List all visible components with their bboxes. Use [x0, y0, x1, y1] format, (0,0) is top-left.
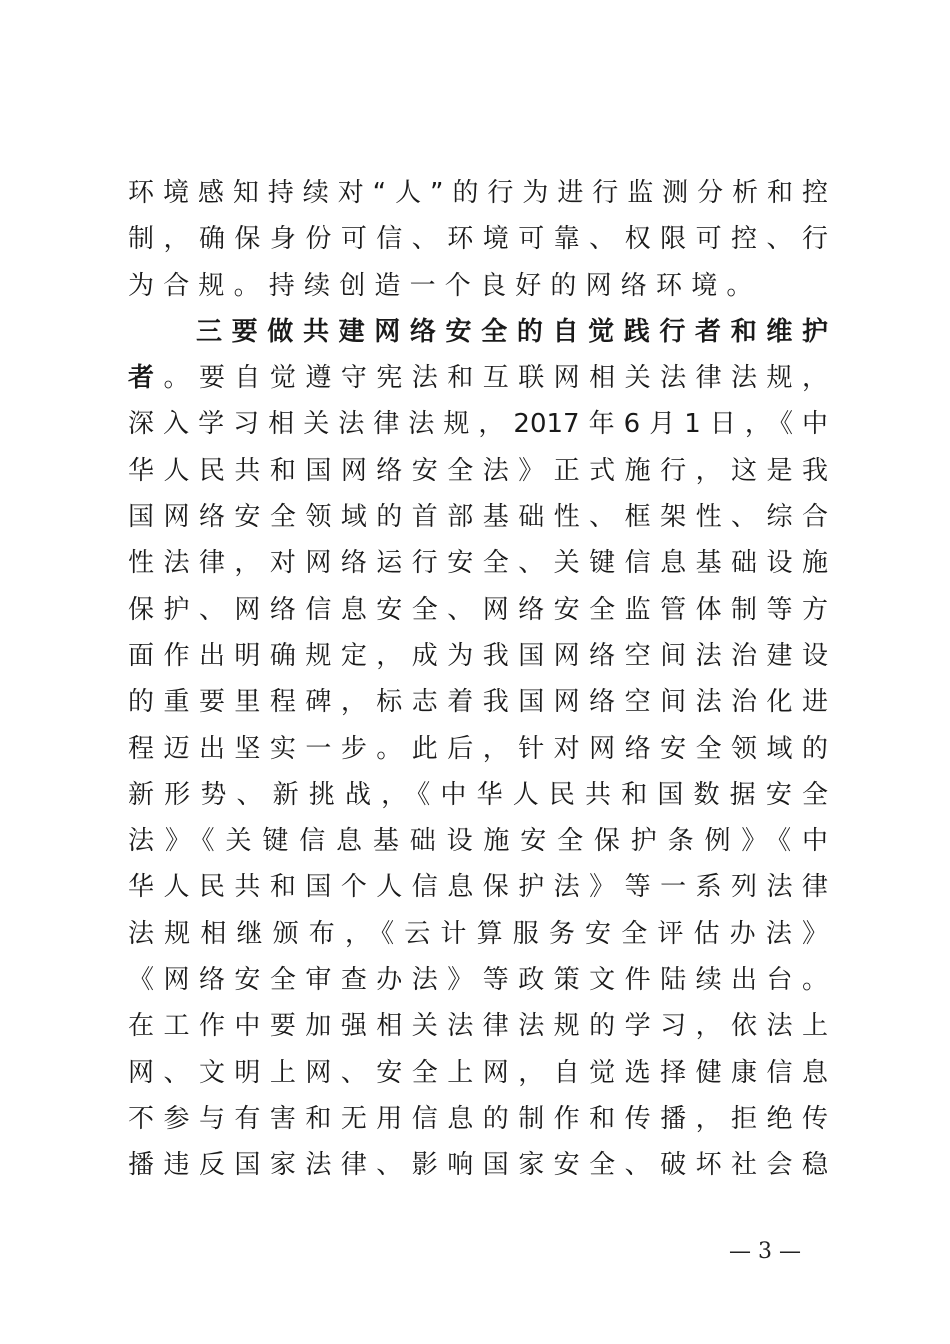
text-line: 面作出明确规定，成为我国网络空间法治建设 — [128, 640, 828, 671]
text-line: 国网络安全领域的首部基础性、框架性、综合 — [128, 502, 828, 533]
text-line: 网、文明上网、安全上网，自觉选择健康信息 — [128, 1057, 828, 1088]
body-text — [128, 170, 828, 1189]
section-heading-end: 者 — [128, 363, 164, 394]
page-number: — 3 — — [729, 1239, 801, 1264]
text-line: 华人民共和国网络安全法》正式施行，这是我 — [128, 455, 828, 486]
text-line: 法》《关键信息基础设施安全保护条例》《中 — [128, 826, 828, 857]
section-heading: 三要做共建网络安全的自觉践行者和维护 — [196, 316, 828, 347]
text-segment: 。要自觉遵守宪法和互联网相关法律法规， — [163, 363, 828, 394]
text-line: 华人民共和国个人信息保护法》等一系列法律 — [128, 872, 828, 903]
text-line: 播违反国家法律、影响国家安全、破坏社会稳 — [128, 1150, 828, 1181]
text-line: 新形势、新挑战，《中华人民共和国数据安全 — [128, 779, 828, 810]
text-line: 《网络安全审查办法》等政策文件陆续出台。 — [128, 965, 828, 996]
text-line — [128, 355, 828, 401]
text-line: 性法律，对网络运行安全、关键信息基础设施 — [128, 548, 828, 579]
text-line: 不参与有害和无用信息的制作和传播，拒绝传 — [128, 1103, 828, 1134]
text-line: 在工作中要加强相关法律法规的学习，依法上 — [128, 1011, 828, 1042]
text-line: 保护、网络信息安全、网络安全监管体制等方 — [128, 594, 828, 625]
text-line: 法规相继颁布，《云计算服务安全评估办法》 — [128, 918, 828, 949]
text-line: 为合规。持续创造一个良好的网络环境。 — [128, 270, 762, 301]
text-line: 制，确保身份可信、环境可靠、权限可控、行 — [128, 224, 828, 255]
text-line: 环境感知持续对“人”的行为进行监测分析和控 — [128, 178, 828, 208]
text-line: 深入学习相关法律法规，2017年6月1日，《中 — [128, 409, 828, 440]
text-line: 的重要里程碑，标志着我国网络空间法治化进 — [128, 687, 828, 718]
text-line: 程迈出坚实一步。此后，针对网络安全领域的 — [128, 733, 828, 764]
